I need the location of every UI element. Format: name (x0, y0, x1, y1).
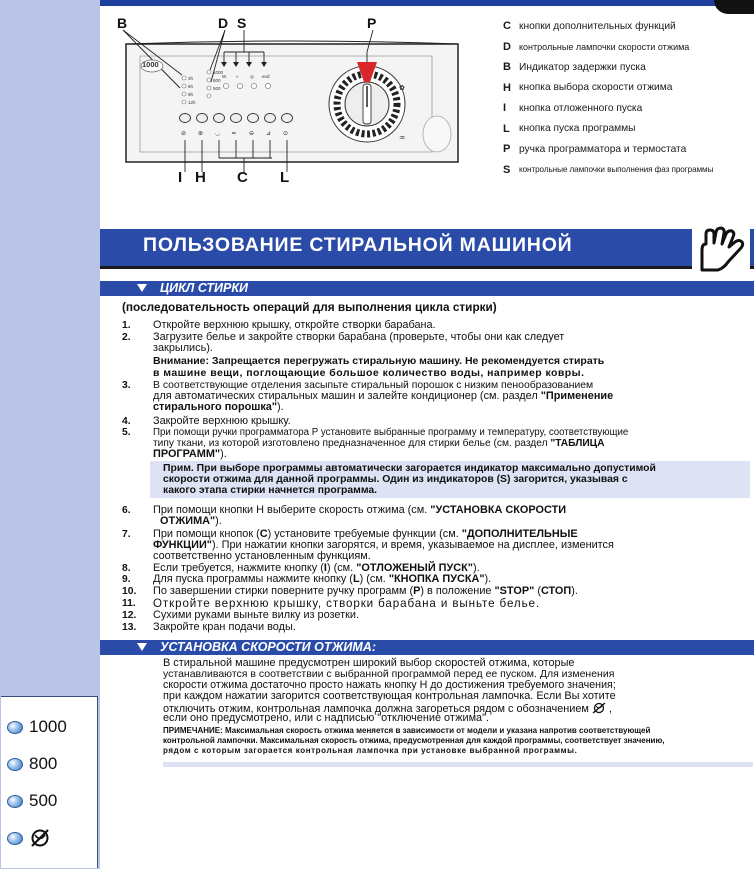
step-text: При помощи кнопки Н выберите скорость отжима (см. "УСТАНОВКА СКОРОСТИ (153, 504, 567, 516)
legend-item: S контрольные лампочки выполнения фаз программы (503, 163, 714, 176)
step-number: 13. (122, 622, 137, 633)
legend-item: B Индикатор задержки пуска (503, 61, 646, 74)
svg-text:≈: ≈ (236, 74, 239, 79)
step-text: Откройте верхнюю крышку, откройте створки барабана. (153, 319, 436, 331)
top-corner-tab (714, 0, 754, 14)
panel-drawing (112, 12, 467, 190)
indicator-light-icon (7, 758, 23, 771)
legend-item: C кнопки дополнительных функций (503, 20, 676, 33)
speed-label: 1000 (29, 717, 67, 736)
svg-text:end: end (262, 74, 270, 79)
cycle-intro: (последовательность операций для выполнения цикла стирки) (122, 300, 497, 314)
legend-item: P ручка программатора и термостата (503, 143, 687, 156)
svg-text:1000: 1000 (213, 70, 224, 75)
triangle-bullet-icon (137, 284, 147, 292)
speed-indicator-1000 (7, 717, 67, 737)
legend-item: I кнопка отложенного пуска (503, 102, 643, 115)
callout-l: L (280, 169, 290, 186)
step-text: Откройте верхнюю крышку, створки барабана и выньте белье. (153, 597, 540, 610)
svg-text:12h: 12h (188, 100, 196, 105)
control-panel-diagram (112, 12, 467, 190)
top-rule (100, 0, 754, 6)
step-text: При помощи ручки программатора Р установите выбранные программу и температуру, соответствующие (153, 427, 629, 438)
spin-subtitle: УСТАНОВКА СКОРОСТИ ОТЖИМА: (160, 640, 376, 654)
callout-p: P (367, 15, 377, 31)
step-text: для автоматических стиральных машин и залейте кондиционер (см. раздел "Применение (153, 390, 614, 402)
svg-text:800: 800 (213, 78, 221, 83)
callout-c: C (237, 169, 248, 186)
indicator-light-icon (7, 832, 23, 845)
step-text: типу ткани, из которой изготовлено предназначенное для стирки белье (см. раздел "ТАБЛИЦА (153, 438, 605, 449)
speed-indicator-no-spin (7, 828, 51, 848)
svg-text:═: ═ (232, 130, 236, 137)
step-number: 4. (122, 416, 131, 427)
callout-h: H (195, 169, 206, 186)
step-text: Для пуска программы нажмите кнопку (L) (см. "КНОПКА ПУСКА"). (153, 573, 492, 585)
spin-text: при каждом нажатии загорится соответствующая контрольная лампочка. Если Вы хотите (163, 690, 616, 702)
svg-text:✿: ✿ (399, 84, 405, 92)
step-text: По завершении стирки поверните ручку программ (P) в положение "STOP" (СТОП). (153, 585, 578, 597)
note-text: скорости отжима для данной программы. Один из индикаторов (S) загорится, указывая с (163, 474, 628, 485)
step-number: 3. (122, 380, 131, 391)
spin-text: отключить отжим, контрольная лампочка должна загореться рядом с обозначением , (163, 703, 612, 715)
spin-text: В стиральной машине предусмотрен широкий выбор скоростей отжима, которые (163, 657, 575, 669)
svg-text:♒: ♒ (399, 134, 406, 142)
svg-text:9h: 9h (188, 92, 194, 97)
cycle-subtitle: ЦИКЛ СТИРКИ (160, 281, 249, 295)
spin-note-text: ПРИМЕЧАНИЕ: Максимальная скорость отжима меняется в зависимости от модели и указана напротив соответствующей (163, 726, 651, 735)
step-text: стирального порошка"). (153, 401, 284, 413)
spin-note-text: рядом с которым загорается контрольная лампочка при установке выбранной программы. (163, 746, 578, 755)
svg-text:⊿: ⊿ (266, 130, 272, 137)
step-text: Загрузите белье и закройте створки барабана (проверьте, чтобы они как следует (153, 331, 565, 343)
step-number: 12. (122, 610, 137, 621)
speed-label: 800 (29, 754, 58, 773)
speed-indicator-800 (7, 754, 57, 774)
svg-text:◎: ◎ (250, 74, 254, 79)
section-title: ПОЛЬЗОВАНИЕ СТИРАЛЬНОЙ МАШИНОЙ (143, 234, 573, 256)
step-text: В соответствующие отделения засыпьте стиральный порошок с низким пенообразованием (153, 380, 594, 391)
spin-text: если оно предусмотрено, или с надписью "отключение отжима". (163, 712, 490, 724)
step-number: 10. (122, 586, 137, 597)
step-text: закрылись). (153, 342, 213, 354)
svg-text:3h: 3h (188, 76, 194, 81)
svg-text:⊘: ⊘ (181, 130, 187, 137)
svg-text:⊛: ⊛ (198, 130, 204, 137)
warning-text: Внимание: Запрещается перегружать стиральную машину. Не рекомендуется стирать (153, 355, 605, 367)
spin-text: устанавливаются в соответствии с выбранной программой перед ее пуском. Для изменения (163, 668, 615, 680)
spin-bottom-band (163, 762, 753, 767)
step-number: 11. (122, 598, 136, 609)
callout-s: S (237, 15, 247, 31)
step-number: 7. (122, 529, 131, 540)
section-header-rule (100, 266, 754, 269)
spin-speed-indicator-box (1, 696, 98, 868)
indicator-light-icon (7, 721, 23, 734)
step-text: Сухими руками выньте вилку из розетки. (153, 609, 359, 621)
step-text: ПРОГРАММ"). (153, 448, 227, 460)
speed-indicator-500 (7, 791, 57, 811)
step-number: 8. (122, 563, 131, 574)
callout-b: B (117, 15, 128, 31)
step-number: 1. (122, 320, 131, 331)
callout-i: I (178, 169, 183, 186)
step-number: 2. (122, 332, 131, 343)
step-text: При помощи кнопок (C) установите требуемые функции (см. "ДОПОЛНИТЕЛЬНЫЕ (153, 528, 578, 540)
indicator-light-icon (7, 795, 23, 808)
panel-speed-logo: 1000 (142, 60, 159, 69)
step-text: ОТЖИМА"). (160, 515, 222, 527)
hand-icon (692, 226, 750, 272)
svg-text:6h: 6h (188, 84, 194, 89)
no-spin-icon (29, 828, 51, 848)
legend-item: L кнопка пуска программы (503, 122, 636, 135)
step-text: соответственно установленным функциям. (153, 550, 371, 562)
svg-text:500: 500 (213, 86, 221, 91)
triangle-bullet-icon (137, 643, 147, 651)
step-number: 6. (122, 505, 131, 516)
spin-note-text: контрольной лампочки. Максимальная скорость отжима, предусмотренная для каждой программы, соответствует значению, (163, 736, 665, 745)
legend-item: D контрольные лампочки скорости отжима (503, 40, 690, 53)
svg-text:◡: ◡ (215, 130, 221, 137)
step-number: 9. (122, 574, 131, 585)
svg-text:W: W (222, 74, 227, 79)
no-spin-icon (591, 702, 607, 714)
legend-item: H кнопка выбора скорости отжима (503, 81, 673, 94)
step-text: Закройте верхнюю крышку. (153, 415, 291, 427)
svg-text:⊙: ⊙ (283, 130, 289, 137)
step-text: Закройте кран подачи воды. (153, 621, 296, 633)
svg-text:⊖: ⊖ (249, 130, 255, 137)
callout-d: D (218, 15, 229, 31)
step-text: ФУНКЦИИ"). При нажатии кнопки загорятся, и время, указываемое на дисплее, изменится (153, 539, 614, 551)
note-text: какого этапа стирки начнется программа. (163, 485, 378, 496)
spin-text: скорости отжима достаточно просто нажать кнопку Н до достижения требуемого значения; (163, 679, 616, 691)
diagram-legend (503, 16, 749, 180)
speed-label: 500 (29, 791, 58, 810)
note-text: Прим. При выборе программы автоматически загорается индикатор максимально допустимой (163, 463, 656, 474)
warning-text: в машине вещи, поглощающие большое количество воды, например ковры. (153, 367, 585, 379)
step-text: Если требуется, нажмите кнопку (I) (см. "ОТЛОЖЕНЫЙ ПУСК"). (153, 562, 480, 574)
step-number: 5. (122, 427, 131, 438)
